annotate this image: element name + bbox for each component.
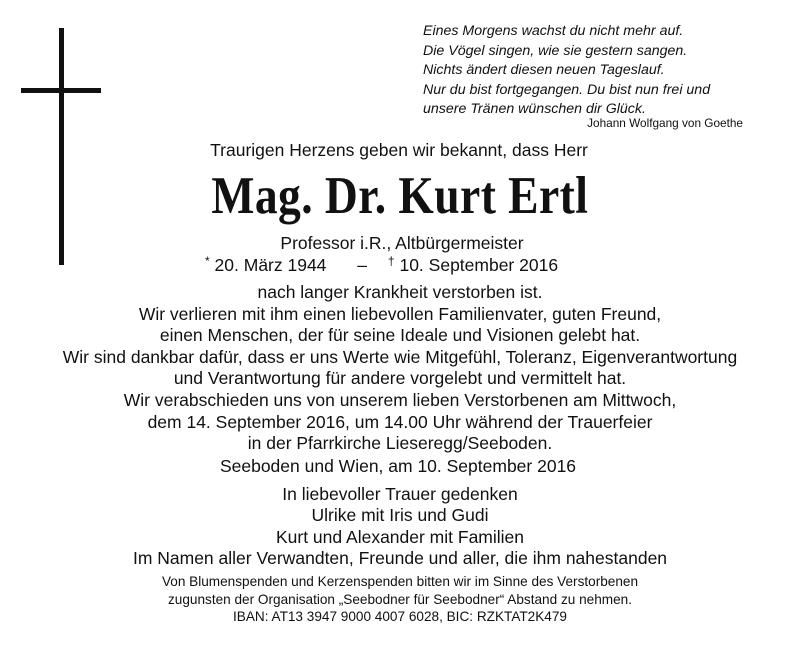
mourners-line: Kurt und Alexander mit Familien [275,526,525,547]
donation-note [0,573,800,626]
poem-line: unsere Tränen wünschen dir Glück. [423,101,646,118]
poem-author: Johann Wolfgang von Goethe [587,116,743,130]
body-line: dem 14. September 2016, um 14.00 Uhr während der Trauerfeier [147,411,653,432]
mourners-line: Ulrike mit Iris und Gudi [311,505,489,526]
deceased-name: Mag. Dr. Kurt Ertl [211,167,589,225]
birth-date: 20. März 1944 [214,255,327,275]
cross-horizontal-bar [21,88,101,93]
birth-star-icon: * [205,254,210,268]
note-line: Von Blumenspenden und Kerzenspenden bitten wir im Sinne des Verstorbenen [161,574,639,589]
mourners-list [0,484,800,569]
body-line: und Verantwortung für andere vorgelebt und vermittelt hat. [173,368,627,389]
mourners-line: In liebevoller Trauer gedenken [282,484,518,504]
note-line: zugunsten der Organisation „Seebodner für Seebodner“ Abstand zu nehmen. [167,591,632,607]
life-dates [205,254,558,276]
body-line: Wir verabschieden uns von unserem lieben Verstorbenen am Mittwoch, [123,389,677,410]
deceased-title: Professor i.R., Altbürgermeister [280,233,524,253]
place-and-date: Seeboden und Wien, am 10. September 2016 [219,456,577,476]
poem [423,22,743,120]
poem-line: Nichts ändert diesen neuen Tageslauf. [423,62,665,79]
body-line: einen Menschen, der für seine Ideale und Visionen gelebt hat. [159,325,641,346]
poem-line: Die Vögel singen, wie sie gestern sangen. [423,42,688,59]
death-date: 10. September 2016 [399,255,559,275]
body-line: nach langer Krankheit verstorben ist. [257,282,543,302]
obituary-body [0,282,800,455]
body-line: Wir verlieren mit ihm einen liebevollen Familienvater, guten Freund, [138,303,662,324]
intro-text: Traurigen Herzens geben wir bekannt, dass Herr [210,140,588,160]
mourners-line: Im Namen aller Verwandten, Freunde und aller, die ihm nahestanden [132,547,668,568]
body-line: Wir sind dankbar dafür, dass er uns Werte wie Mitgefühl, Toleranz, Eigenverantwortung [62,346,738,367]
date-separator: – [357,255,368,275]
poem-line: Eines Morgens wachst du nicht mehr auf. [423,23,684,39]
death-cross-icon: † [387,254,395,268]
bank-details: IBAN: AT13 3947 9000 4007 6028, BIC: RZKTAT2K479 [232,609,567,625]
body-line: in der Pfarrkirche Lieseregg/Seeboden. [247,433,553,454]
poem-line: Nur du bist fortgegangen. Du bist nun frei und [423,81,711,98]
